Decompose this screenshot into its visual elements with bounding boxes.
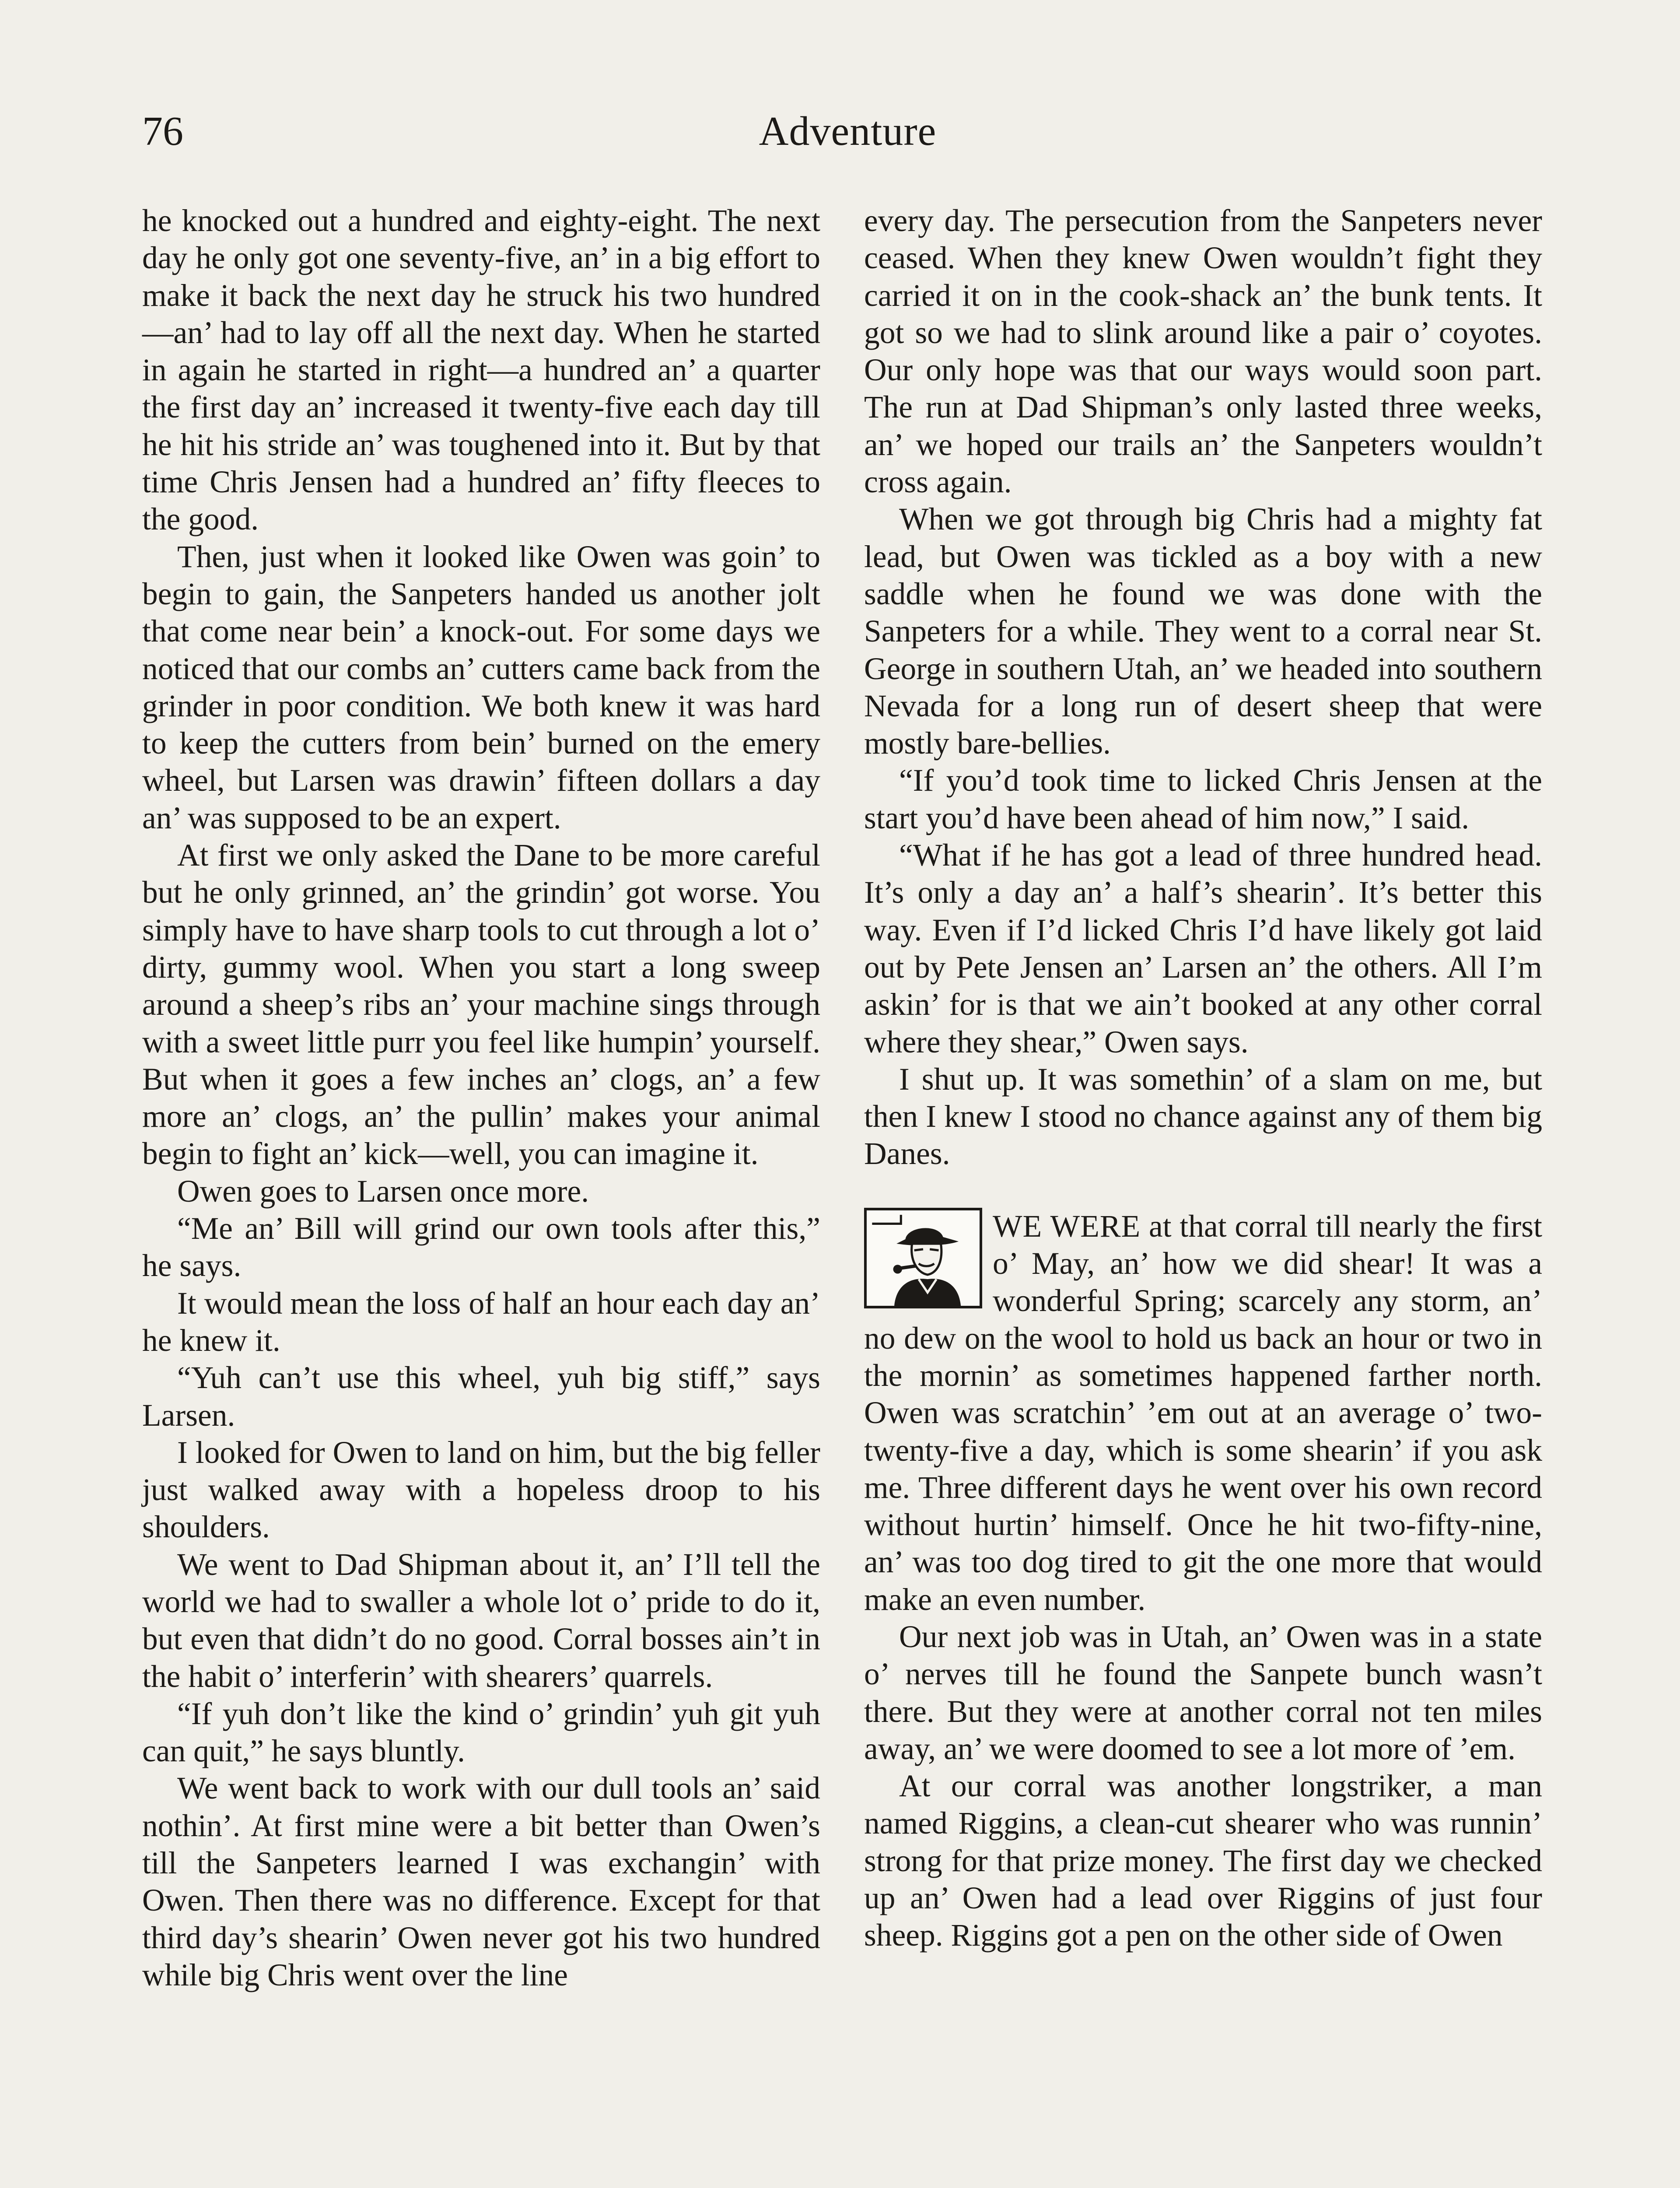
paragraph: Our next job was in Utah, an’ Owen was in a state o’ nerves till he found the Sanpete bunch wasn’t there. But they were at another corral not ten miles away, an’ we were doomed to see a lot more of ’em.	[864, 1619, 1542, 1766]
paragraph: At first we only asked the Dane to be more careful but he only grinned, an’ the grindin’ got worse. You simply have to have sharp tools to cut through a lot o’ dirty, gummy wool. When you start a long sweep around a sheep’s ribs an’ your machine sings through with a sweet little purr you feel like humpin’ yourself. But when it goes a few inches an’ clogs, an’ a few more an’ clogs, an’ the pullin’ makes your animal begin to fight an’ kick—well, you can imagine it.	[142, 838, 820, 1171]
paragraph: We went to Dad Shipman about it, an’ I’ll tell the world we had to swaller a whole lot o’ pride to do it, but even that didn’t do no good. Corral bosses ain’t in the habit o’ interferin’ with shearers’ quarrels.	[142, 1547, 820, 1694]
section-opening-paragraph	[864, 1208, 1542, 1618]
page-header	[142, 105, 1553, 166]
paragraph: Owen goes to Larsen once more.	[177, 1174, 589, 1209]
left-column	[142, 202, 820, 1994]
paragraph: At our corral was another longstriker, a man named Riggins, a clean-cut shearer who was runnin’ strong for that prize money. The first day we checked up an’ Owen had a lead over Riggins of just four sheep. Riggins got a pen on the other side of Owen	[864, 1769, 1542, 1953]
paragraph: “If you’d took time to licked Chris Jensen at the start you’d have been ahead of him now,” I said.	[864, 763, 1542, 835]
paragraph: Then, just when it looked like Owen was goin’ to begin to gain, the Sanpeters handed us another jolt that come near bein’ a knock-out. For some days we noticed that our combs an’ cutters came back from the grinder in poor condition. We both knew it was hard to keep the cutters from bein’ burned on the emery wheel, but Larsen was drawin’ fifteen dollars a day an’ was supposed to be an expert.	[142, 539, 820, 835]
running-title: Adventure	[759, 109, 937, 154]
section-lead-words: WE WERE	[993, 1209, 1141, 1244]
section-opening-text: at that corral till nearly the first o’ May, an’ how we did shear! It was a wonderful Spring; scarcely any storm, an’ no dew on the wool to hold us back an hour or two in the mornin’ as sometimes happened farther north. Owen was scratchin’ ’em out at an average o’ two-twenty-five a day, which is some shearin’ if you ask me. Three different days he went over his own record without hurtin’ himself. Once he hit two-fifty-nine, an’ was too dog tired to git the one more that would make an even number.	[864, 1209, 1542, 1617]
paragraph: We went back to work with our dull tools an’ said nothin’. At first mine were a bit better than Owen’s till the Sanpeters learned I was exchangin’ with Owen. Then there was no difference. Except for that third day’s shearin’ Owen never got his two hundred while big Chris went over the line	[142, 1771, 820, 1992]
paragraph: It would mean the loss of half an hour each day an’ he knew it.	[142, 1286, 820, 1358]
paragraph: “Me an’ Bill will grind our own tools after this,” he says.	[142, 1211, 820, 1283]
cowboy-portrait-icon	[864, 1208, 982, 1308]
paragraph: “Yuh can’t use this wheel, yuh big stiff,” says Larsen.	[142, 1360, 820, 1433]
paragraph: “What if he has got a lead of three hundred head. It’s only a day an’ a half’s shearin’. It’s better this way. Even if I’d licked Chris I’d have likely got laid out by Pete Jensen an’ Larsen an’ the others. All I’m askin’ for is that we ain’t booked at any other corral where they shear,” Owen says.	[864, 838, 1542, 1059]
page-number: 76	[142, 109, 183, 154]
right-column	[864, 202, 1542, 1954]
paragraph: every day. The persecution from the Sanpeters never ceased. When they knew Owen wouldn’t fight they carried it on in the cook-shack an’ the bunk tents. It got so we had to slink around like a pair o’ coyotes. Our only hope was that our ways would soon part. The run at Dad Shipman’s only lasted three weeks, an’ we hoped our trails an’ the Sanpeters wouldn’t cross again.	[864, 203, 1542, 500]
paragraph: “If yuh don’t like the kind o’ grindin’ yuh git yuh can quit,” he says bluntly.	[142, 1696, 820, 1769]
paragraph: he knocked out a hundred and eighty-eight. The next day he only got one seventy-five, an’ in a big effort to make it back the next day he struck his two hundred—an’ had to lay off all the next day. When he started in again he started in right—a hundred an’ a quarter the first day an’ increased it twenty-five each day till he hit his stride an’ was toughened into it. But by that time Chris Jensen had a hundred an’ fifty fleeces to the good.	[142, 203, 820, 537]
paragraph: I looked for Owen to land on him, but the big feller just walked away with a hopeless droop to his shoulders.	[142, 1435, 820, 1545]
paragraph: When we got through big Chris had a mighty fat lead, but Owen was tickled as a boy with a new saddle when he found we was done with the Sanpeters for a while. They went to a corral near St. George in southern Utah, an’ we headed into southern Nevada for a long run of desert sheep that were mostly bare-bellies.	[864, 502, 1542, 761]
paragraph: I shut up. It was somethin’ of a slam on me, but then I knew I stood no chance against any of them big Danes.	[864, 1062, 1542, 1171]
